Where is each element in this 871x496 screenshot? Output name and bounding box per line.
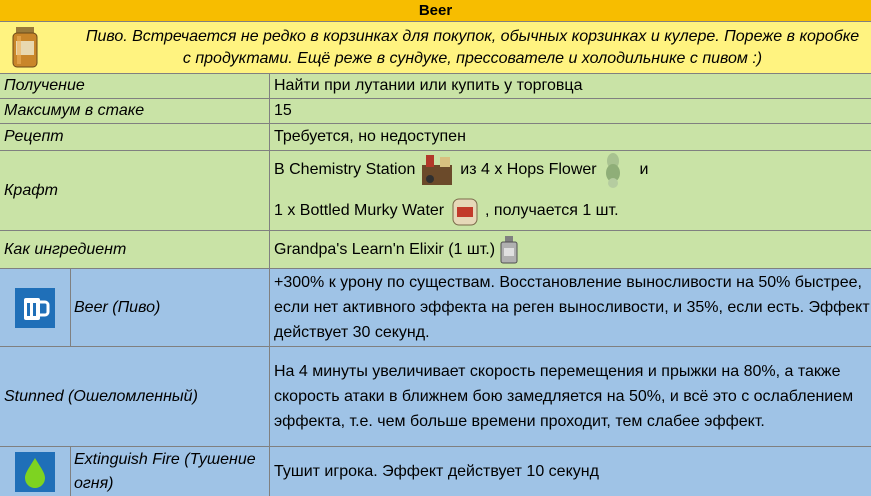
recipe-label: Рецепт xyxy=(0,124,270,150)
beer-jar-icon xyxy=(11,27,39,69)
intro-text: Пиво. Встречается не редко в корзинках для покупок, обычных корзинках и кулере. Пореже в коробке с продуктами. Ещё реже в сундуке, прессователе и холодильнике с пивом :) xyxy=(85,28,860,67)
stunned-effect-name: Stunned (Ошеломленный) xyxy=(0,347,270,446)
murky-water-icon xyxy=(449,195,481,227)
beer-effect-name-cell xyxy=(0,269,270,346)
obtain-label: Получение xyxy=(0,74,270,98)
intro-row xyxy=(0,22,871,74)
ingredient-label: Как ингредиент xyxy=(0,231,270,268)
chemistry-station-icon xyxy=(420,153,456,187)
beer-effect-name: Beer (Пиво) xyxy=(74,298,161,316)
beer-mug-icon xyxy=(15,288,55,328)
hops-text: из 4 x Hops Flower xyxy=(460,161,597,179)
stack-label: Максимум в стаке xyxy=(0,99,270,123)
row-effect-fire xyxy=(0,447,871,496)
craft-line-2 xyxy=(274,191,619,231)
row-craft xyxy=(0,151,871,231)
elixir-flask-icon xyxy=(498,235,520,265)
row-obtain xyxy=(0,74,871,99)
elixir-text: Grandpa's Learn'n Elixir (1 шт.) xyxy=(274,240,496,258)
craft-line-1 xyxy=(274,150,648,190)
stunned-effect-desc: На 4 минуты увеличивает скорость перемещения и прыжки на 80%, а также скорость атаки в ближнем бою замедляется на 50%, и всё это с ослаблением эффекта, т.е. чем больше времени проходит, тем слабее эффект. xyxy=(274,363,854,430)
row-effect-beer xyxy=(0,269,871,347)
fire-effect-desc: Тушит игрока. Эффект действует 10 секунд xyxy=(274,462,599,480)
craft-value xyxy=(270,151,871,230)
craft-station-text: В Chemistry Station xyxy=(274,161,416,179)
row-recipe xyxy=(0,124,871,151)
fire-effect-name: Extinguish Fire (Тушение огня) xyxy=(74,450,256,492)
ingredient-value xyxy=(270,231,871,268)
craft-result-text: , получается 1 шт. xyxy=(485,201,619,219)
beer-effect-desc: +300% к урону по существам. Восстановление выносливости на 50% быстрее, если нет активного эффекта на реген выносливости, и 35%, если есть. Эффект действует 30 секунд. xyxy=(274,274,870,341)
hops-flower-icon xyxy=(601,151,625,189)
water-drop-icon xyxy=(15,452,55,492)
fire-effect-name-cell xyxy=(0,447,270,496)
recipe-value: Требуется, но недоступен xyxy=(274,128,466,145)
row-stack xyxy=(0,99,871,124)
craft-label: Крафт xyxy=(0,151,270,230)
murky-water-text: 1 x Bottled Murky Water xyxy=(274,201,445,219)
row-effect-stunned xyxy=(0,347,871,447)
stack-value: 15 xyxy=(274,102,292,119)
obtain-value: Найти при лутании или купить у торговца xyxy=(274,77,583,94)
and-text: и xyxy=(639,161,649,179)
fire-effect-icon-box xyxy=(0,447,71,496)
beer-effect-icon-box xyxy=(0,269,71,346)
row-ingredient xyxy=(0,231,871,269)
table-title: Beer xyxy=(0,0,871,22)
